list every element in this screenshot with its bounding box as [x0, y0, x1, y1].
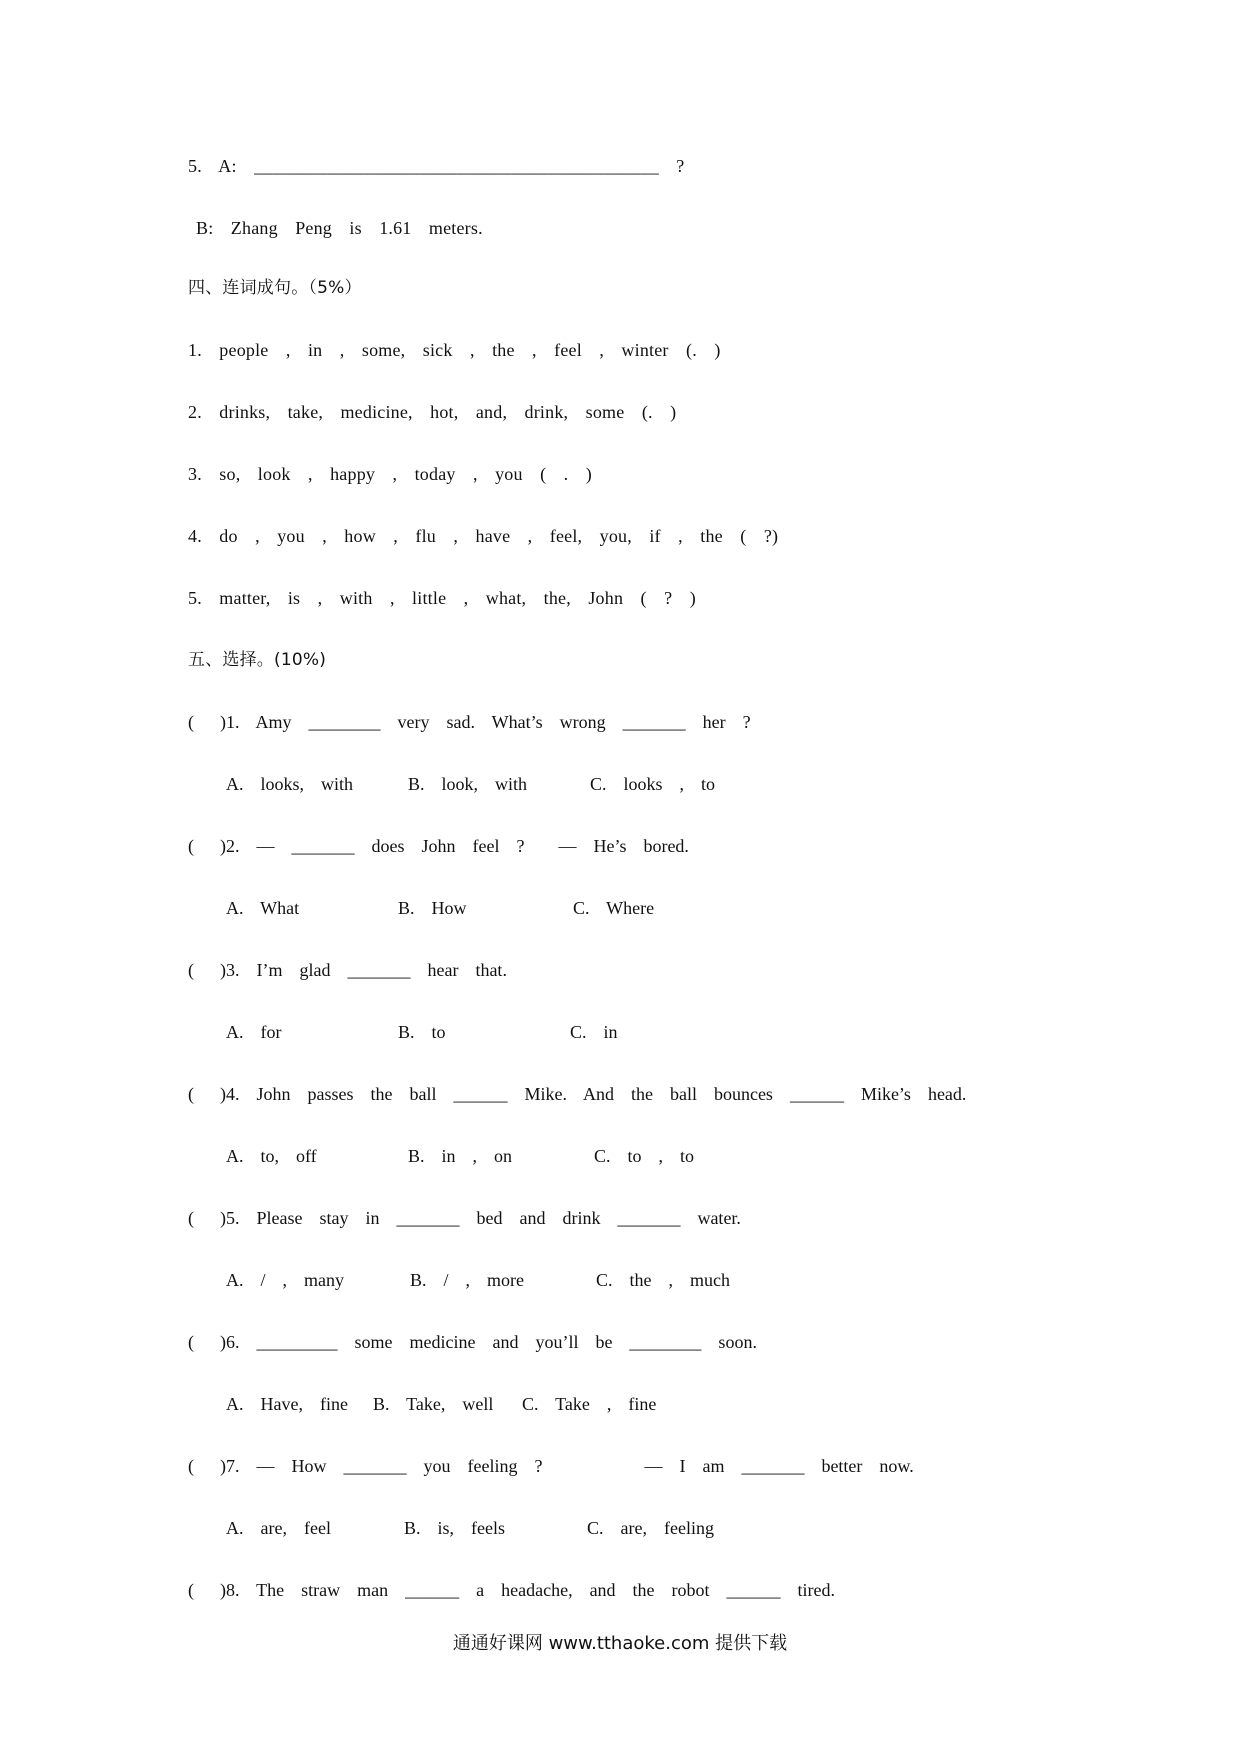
question-4: )4. John passes the ball ______ Mike. And the ball bounces ______ Mike’s head.: [220, 1084, 967, 1104]
q4-option-c: C. to , to: [594, 1146, 695, 1166]
q6-option-a: A. Have, fine: [226, 1394, 348, 1414]
q3-option-c: C. in: [570, 1022, 618, 1042]
q2-option-b: B. How: [398, 898, 467, 918]
q5-option-b: B. / , more: [410, 1270, 524, 1290]
q7-option-b: B. is, feels: [404, 1518, 505, 1538]
part4-item-3: 3. so, look , happy , today , you ( . ): [188, 464, 592, 484]
q7-option-c: C. are, feeling: [587, 1518, 714, 1538]
part4-item-2: 2. drinks, take, medicine, hot, and, drink, some (. ): [188, 402, 677, 422]
answer-paren-8: (: [188, 1580, 194, 1600]
q3-option-b: B. to: [398, 1022, 446, 1042]
page-footer: 通通好课网 www.tthaoke.com 提供下载: [452, 1633, 788, 1654]
part4-heading: 四、连词成句。（5%）: [188, 278, 362, 298]
question-5: )5. Please stay in _______ bed and drink _______ water.: [220, 1208, 741, 1228]
answer-paren-6: (: [188, 1332, 194, 1352]
answer-paren-4: (: [188, 1084, 194, 1104]
q1-option-a: A. looks, with: [226, 774, 354, 794]
question-6: )6. _________ some medicine and you’ll be ________ soon.: [220, 1332, 757, 1352]
q7-option-a: A. are, feel: [226, 1518, 331, 1538]
part5-heading: 五、选择。(10%): [188, 650, 327, 670]
question-8: )8. The straw man ______ a headache, and the robot ______ tired.: [220, 1580, 836, 1600]
answer-paren-1: (: [188, 712, 194, 732]
q1-option-b: B. look, with: [408, 774, 528, 794]
answer-paren-2: (: [188, 836, 194, 856]
question-3: )3. I’m glad _______ hear that.: [220, 960, 507, 980]
q6-option-c: C. Take , fine: [522, 1394, 657, 1414]
q5-option-c: C. the , much: [596, 1270, 730, 1290]
q5-option-a: A. / , many: [226, 1270, 344, 1290]
answer-paren-5: (: [188, 1208, 194, 1228]
part3-q5-b: B: Zhang Peng is 1.61 meters.: [196, 218, 483, 238]
part4-item-4: 4. do , you , how , flu , have , feel, you, if , the ( ?): [188, 526, 779, 546]
part4-item-1: 1. people , in , some, sick , the , feel , winter (. ): [188, 340, 721, 360]
question-2: )2. — _______ does John feel ? — He’s bored.: [220, 836, 689, 856]
question-1: )1. Amy ________ very sad. What’s wrong _______ her ?: [220, 712, 751, 732]
q1-option-c: C. looks , to: [590, 774, 716, 794]
q3-option-a: A. for: [226, 1022, 282, 1042]
q2-option-c: C. Where: [573, 898, 655, 918]
q6-option-b: B. Take, well: [373, 1394, 494, 1414]
answer-paren-7: (: [188, 1456, 194, 1476]
part3-q5-a: 5. A: ____________________________________________ ?: [188, 156, 685, 176]
part4-item-5: 5. matter, is , with , little , what, the, John ( ? ): [188, 588, 696, 608]
q2-option-a: A. What: [226, 898, 300, 918]
q4-option-a: A. to, off: [226, 1146, 317, 1166]
question-7: )7. — How _______ you feeling ? — I am _______ better now.: [220, 1456, 914, 1476]
q4-option-b: B. in , on: [408, 1146, 513, 1166]
answer-paren-3: (: [188, 960, 194, 980]
